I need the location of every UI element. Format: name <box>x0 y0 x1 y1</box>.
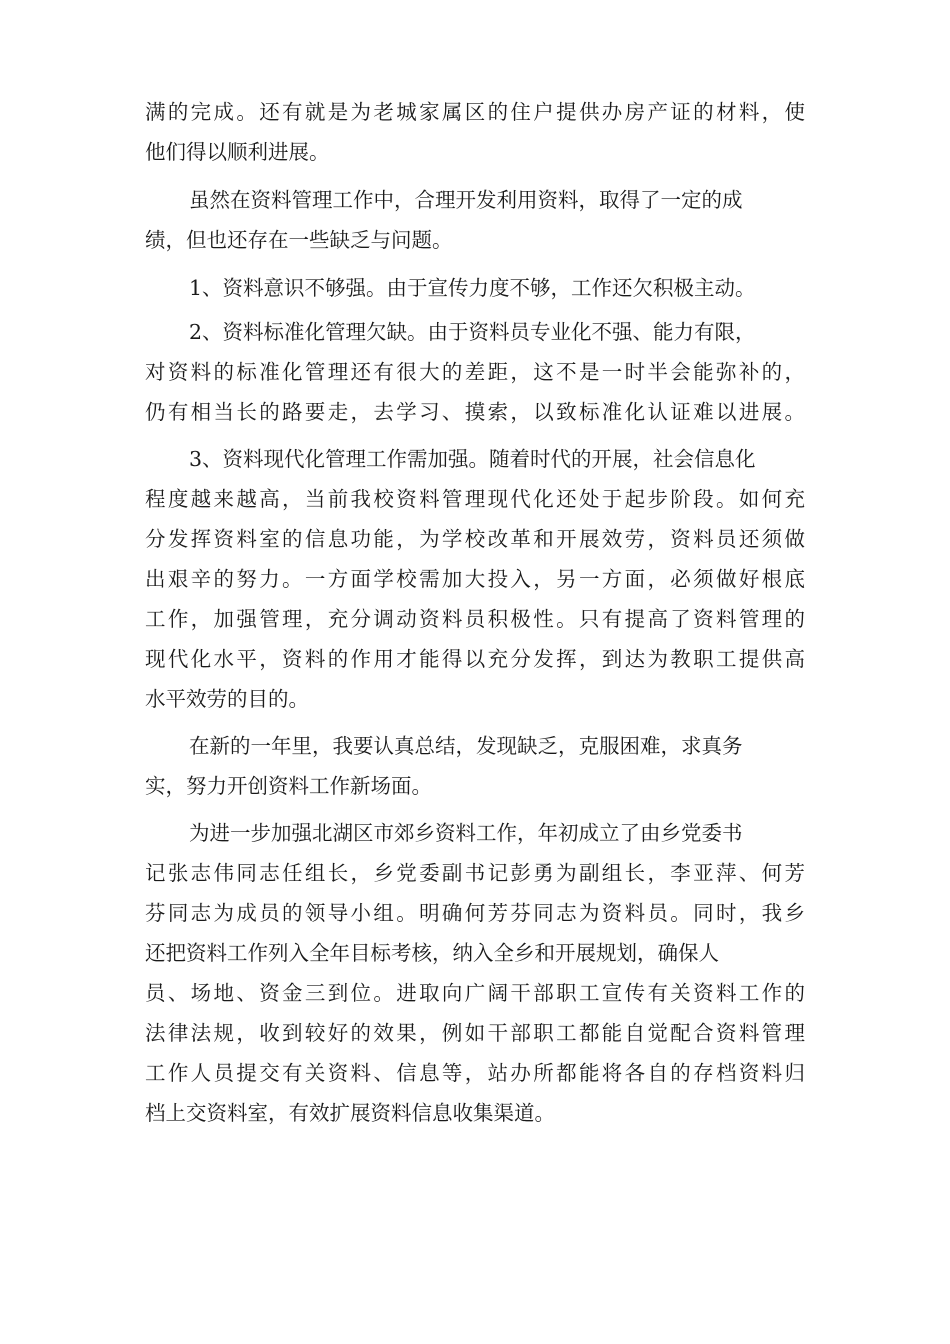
paragraph-first-line: 为进一步加强北湖区市郊乡资料工作，年初成立了由乡党委书 <box>189 821 743 845</box>
text-line: 法律法规，收到较好的效果，例如干部职工都能自觉配合资料管理 <box>145 1021 805 1045</box>
list-item-3: 3、资料现代化管理工作需加强。随着时代的开展，社会信息化 <box>189 447 756 471</box>
text-line: 记张志伟同志任组长，乡党委副书记彭勇为副组长，李亚萍、何芳 <box>145 861 805 885</box>
text-line: 出艰辛的努力。一方面学校需加大投入，另一方面，必须做好根底 <box>145 567 805 591</box>
list-item-2: 2、资料标准化管理欠缺。由于资料员专业化不强、能力有限， <box>189 320 756 344</box>
text-line: 芬同志为成员的领导小组。明确何芳芬同志为资料员。同时，我乡 <box>145 901 805 925</box>
text-line: 员、场地、资金三到位。进取向广阔干部职工宣传有关资料工作的 <box>145 981 805 1005</box>
list-item-1: 1、资料意识不够强。由于宣传力度不够，工作还欠积极主动。 <box>189 276 756 300</box>
text-line: 仍有相当长的路要走，去学习、摸索，以致标准化认证难以进展。 <box>145 400 805 424</box>
text-line: 分发挥资料室的信息功能，为学校改革和开展效劳，资料员还须做 <box>145 527 805 551</box>
text-line: 水平效劳的目的。 <box>145 687 309 711</box>
text-line: 绩，但也还存在一些缺乏与问题。 <box>145 228 453 252</box>
text-line: 现代化水平，资料的作用才能得以充分发挥，到达为教职工提供高 <box>145 647 805 671</box>
text-line: 工作，加强管理，充分调动资料员积极性。只有提高了资料管理的 <box>145 607 805 631</box>
paragraph-first-line: 在新的一年里，我要认真总结，发现缺乏，克服困难，求真务 <box>189 734 743 758</box>
paragraph-first-line: 虽然在资料管理工作中，合理开发利用资料，取得了一定的成 <box>189 188 743 212</box>
text-line: 档上交资料室，有效扩展资料信息收集渠道。 <box>145 1101 555 1125</box>
text-line: 满的完成。还有就是为老城家属区的住户提供办房产证的材料，使 <box>145 100 805 124</box>
text-line: 程度越来越高，当前我校资料管理现代化还处于起步阶段。如何充 <box>145 487 805 511</box>
text-line: 还把资料工作列入全年目标考核，纳入全乡和开展规划，确保人 <box>145 941 719 965</box>
text-line: 实，努力开创资料工作新场面。 <box>145 774 432 798</box>
text-line: 对资料的标准化管理还有很大的差距，这不是一时半会能弥补的， <box>145 360 805 384</box>
text-line: 工作人员提交有关资料、信息等，站办所都能将各自的存档资料归 <box>145 1061 805 1085</box>
text-line: 他们得以顺利进展。 <box>145 140 330 164</box>
